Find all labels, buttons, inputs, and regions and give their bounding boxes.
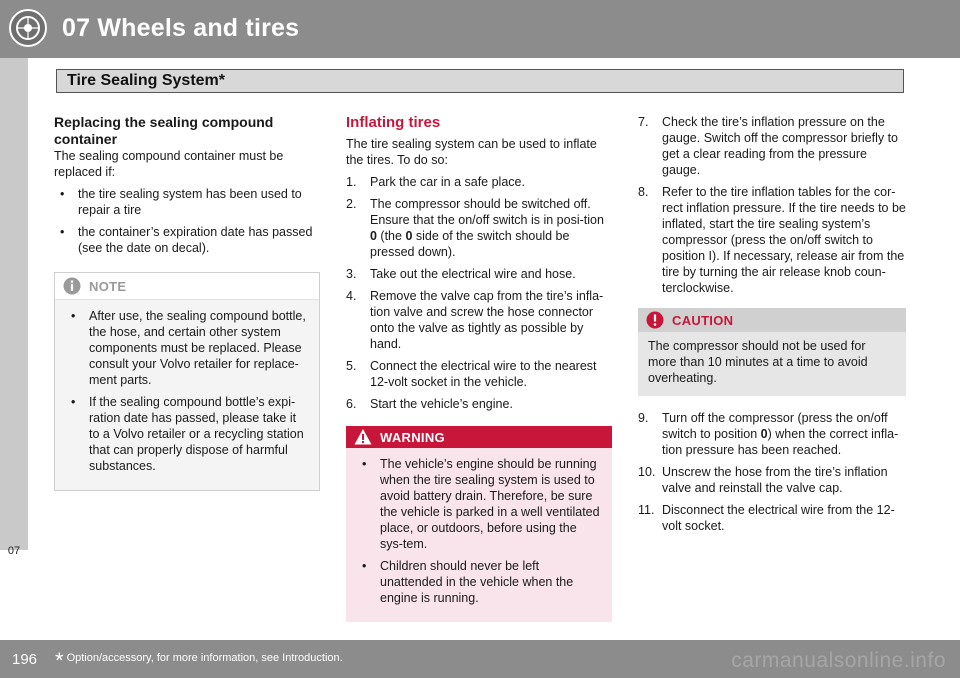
- switch-position-zero: 0: [370, 229, 377, 243]
- footnote: [55, 648, 343, 674]
- list-item: • the tire sealing system has been used to repair a tire: [54, 186, 320, 218]
- caution-header: [638, 308, 906, 332]
- step-text: Unscrew the hose from the tire’s inflation valve and reinstall the valve cap.: [662, 465, 888, 495]
- warning-body: [346, 448, 612, 622]
- inflating-steps-list: [346, 174, 612, 412]
- tire-icon: [8, 8, 48, 48]
- inflating-intro: The tire sealing system can be used to inflate the tires. To do so:: [346, 137, 597, 167]
- inflating-steps-continued: [638, 114, 906, 296]
- list-item: [346, 288, 612, 352]
- step-number: 2.: [346, 197, 357, 211]
- step-number: 9.: [638, 411, 649, 425]
- switch-position-zero: 0: [405, 229, 413, 243]
- step-text: Disconnect the electrical wire from the 12-volt socket.: [662, 503, 895, 533]
- step-text: Turn off the compressor (press the on/off switch to position: [662, 411, 888, 441]
- list-item: • Children should never be left unattended in the vehicle when the engine is running.: [356, 558, 602, 606]
- list-item: [638, 410, 906, 458]
- list-item: • If the sealing compound bottle’s expi-ration date has passed, please take it to a Volvo retailer or a recycling station that can properly dispose of harmful substances.: [65, 394, 309, 474]
- warning-header: [346, 426, 612, 448]
- step-text: (the: [376, 229, 406, 243]
- note-header: [55, 273, 319, 300]
- list-item: [638, 502, 906, 534]
- step-text: side of the switch should be pressed down).: [370, 229, 570, 259]
- column-2: [346, 114, 612, 622]
- step-text: Remove the valve cap from the tire’s infla-tion valve and screw the hose connector onto the valve as tightly as possible by hand.: [370, 289, 604, 351]
- step-text: Park the car in a safe place.: [370, 175, 525, 189]
- column-1: [54, 114, 320, 491]
- list-item: [638, 114, 906, 178]
- step-number: 11.: [638, 503, 655, 517]
- list-item: [638, 184, 906, 296]
- caution-box: [638, 308, 906, 396]
- page-footer: [0, 640, 960, 678]
- info-icon: [63, 277, 81, 295]
- note-title: NOTE: [89, 279, 127, 294]
- step-number: 10.: [638, 465, 656, 479]
- heading-inflating-tires: Inflating tires: [346, 114, 441, 131]
- list-item: [638, 464, 906, 496]
- switch-position-zero: 0: [760, 427, 768, 441]
- note-list: [65, 308, 309, 474]
- exclamation-icon: [646, 311, 664, 329]
- warning-list: [356, 456, 602, 606]
- page-number: 196: [12, 651, 38, 668]
- chapter-side-tab: [0, 58, 28, 557]
- replace-conditions-list: [54, 186, 320, 256]
- step-text: Refer to the tire inflation tables for the cor-rect inflation pressure. If the tire needs to be inflated, start the tire sealing system’s compressor (press the on/off switch to position I). If necessary, release air from the tire by turning the air release knob coun-terclockwise.: [662, 185, 906, 295]
- note-box: [54, 272, 320, 491]
- list-item: [346, 266, 612, 282]
- heading-replacing-container: Replacing the sealing compound container: [54, 114, 274, 147]
- section-bar: [56, 69, 904, 93]
- step-number: 8.: [638, 185, 649, 199]
- side-tab-label: 07: [7, 545, 21, 557]
- footnote-star: *: [55, 648, 64, 673]
- replace-intro: The sealing compound container must be replaced if:: [54, 149, 284, 179]
- step-number: 7.: [638, 115, 649, 129]
- warning-triangle-icon: [354, 428, 372, 446]
- list-item: • The vehicle’s engine should be running when the tire sealing system is used to avoid battery drain. Therefore, be sure the vehicle is parked in a well ventilated place, or outdoors, before using the sys-tem.: [356, 456, 602, 552]
- step-text: Start the vehicle’s engine.: [370, 397, 513, 411]
- warning-title: WARNING: [380, 430, 445, 445]
- note-body: [55, 300, 319, 490]
- list-item: • the container’s expiration date has passed (see the date on decal).: [54, 224, 320, 256]
- step-text: The compressor should be switched off. Ensure that the on/off switch is in posi-tion: [370, 197, 604, 227]
- step-text: ) when the correct infla-tion pressure has been reached.: [662, 427, 899, 457]
- step-text: Check the tire’s inflation pressure on the gauge. Switch off the compressor briefly to get a clear reading from the pressure gauge.: [662, 115, 898, 177]
- chapter-header: [0, 0, 960, 58]
- warning-box: [346, 426, 612, 622]
- list-item: [346, 358, 612, 390]
- step-number: 4.: [346, 289, 357, 303]
- watermark: carmanualsonline.info: [731, 649, 946, 672]
- column-3: [638, 114, 906, 540]
- step-text: Take out the electrical wire and hose.: [370, 267, 576, 281]
- list-item: [346, 396, 612, 412]
- inflating-steps-final: [638, 410, 906, 534]
- step-number: 3.: [346, 267, 357, 281]
- section-title: Tire Sealing System*: [67, 72, 225, 89]
- step-text: Connect the electrical wire to the nearest 12-volt socket in the vehicle.: [370, 359, 597, 389]
- step-number: 6.: [346, 397, 357, 411]
- footnote-text: Option/accessory, for more information, see Introduction.: [66, 652, 343, 664]
- caution-title: CAUTION: [672, 313, 734, 328]
- step-number: 5.: [346, 359, 357, 373]
- list-item: [346, 174, 612, 190]
- step-number: 1.: [346, 175, 357, 189]
- caution-body: The compressor should not be used for more than 10 minutes at a time to avoid overheating.: [648, 339, 868, 385]
- chapter-title: 07 Wheels and tires: [62, 14, 300, 42]
- list-item: [346, 196, 612, 260]
- list-item: • After use, the sealing compound bottle, the hose, and certain other system components must be replaced. Please consult your Volvo retailer for replace-ment parts.: [65, 308, 309, 388]
